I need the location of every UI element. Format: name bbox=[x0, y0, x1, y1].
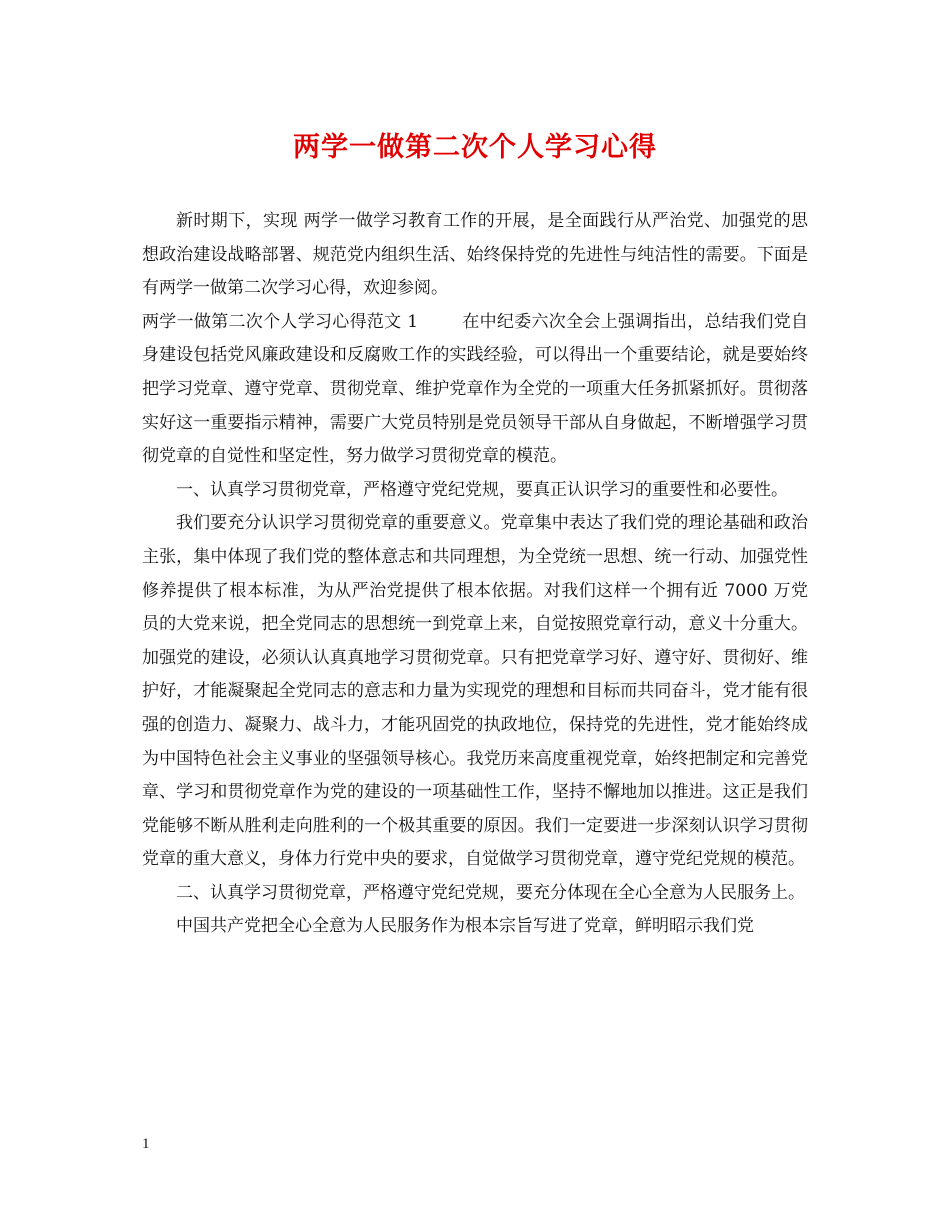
body-paragraph-2: 我们要充分认识学习贯彻党章的重要意义。党章集中表达了我们党的理论基础和政治主张，集中体现了我们党的整体意志和共同理想，为全党统一思想、统一行动、加强党性修养提供了根本标准，为从严治党提供了根本依据。对我们这样一个拥有近 7000 万党员的大党来说，把全党同志的思想统一到党章上来，自觉按照党章行动，意义十分重大。加强党的建设，必须认认真真地学习贯彻党章。只有把党章学习好、遵守好、贯彻好、维护好，才能凝聚起全党同志的意志和力量为实现党的理想和目标而共同奋斗，党才能有很强的创造力、凝聚力、战斗力，才能巩固党的执政地位，保持党的先进性，党才能始终成为中国特色社会主义事业的坚强领导核心。我党历来高度重视党章，始终把制定和完善党章、学习和贯彻党章作为党的建设的一项基础性工作，坚持不懈地加以推进。这正是我们党能够不断从胜利走向胜利的一个极其重要的原因。我们一定要进一步深刻认识学习贯彻党章的重大意义，身体力行党中央的要求，自觉做学习贯彻党章，遵守党纪党规的模范。 bbox=[142, 513, 808, 870]
section-heading-2: 二、认真学习贯彻党章，严格遵守党纪党规，要充分体现在全心全意为人民服务上。 bbox=[176, 882, 805, 903]
essay-paragraph-1 bbox=[142, 306, 808, 474]
section-heading-1: 一、认真学习贯彻党章，严格遵守党纪党规，要真正认识学习的重要性和必要性。 bbox=[176, 479, 788, 500]
page-number: 1 bbox=[142, 1136, 150, 1152]
intro-paragraph: 新时期下，实现 两学一做学习教育工作的开展，是全面践行从严治党、加强党的思想政治建设战略部署、规范党内组织生活、始终保持党的先进性与纯洁性的需要。下面是有两学一做第二次学习心得，欢迎参阅。 bbox=[142, 211, 808, 299]
body-paragraph-3: 中国共产党把全心全意为人民服务作为根本宗旨写进了党章，鲜明昭示我们党 bbox=[176, 916, 754, 937]
document-body bbox=[142, 205, 808, 944]
essay-paragraph-1-text: 在中纪委六次全会上强调指出，总结我们党自身建设包括党风廉政建设和反腐败工作的实践经验，可以得出一个重要结论，就是要始终把学习党章、遵守党章、贯彻党章、维护党章作为全党的一项重大任务抓紧抓好。贯彻落实好这一重要指示精神，需要广大党员特别是党员领导干部从自身做起，不断增强学习贯彻党章的自觉性和坚定性，努力做学习贯彻党章的模范。 bbox=[142, 311, 808, 467]
essay-heading: 两学一做第二次个人学习心得范文 1 bbox=[142, 311, 419, 332]
document-title: 两学一做第二次个人学习心得 bbox=[293, 132, 657, 163]
